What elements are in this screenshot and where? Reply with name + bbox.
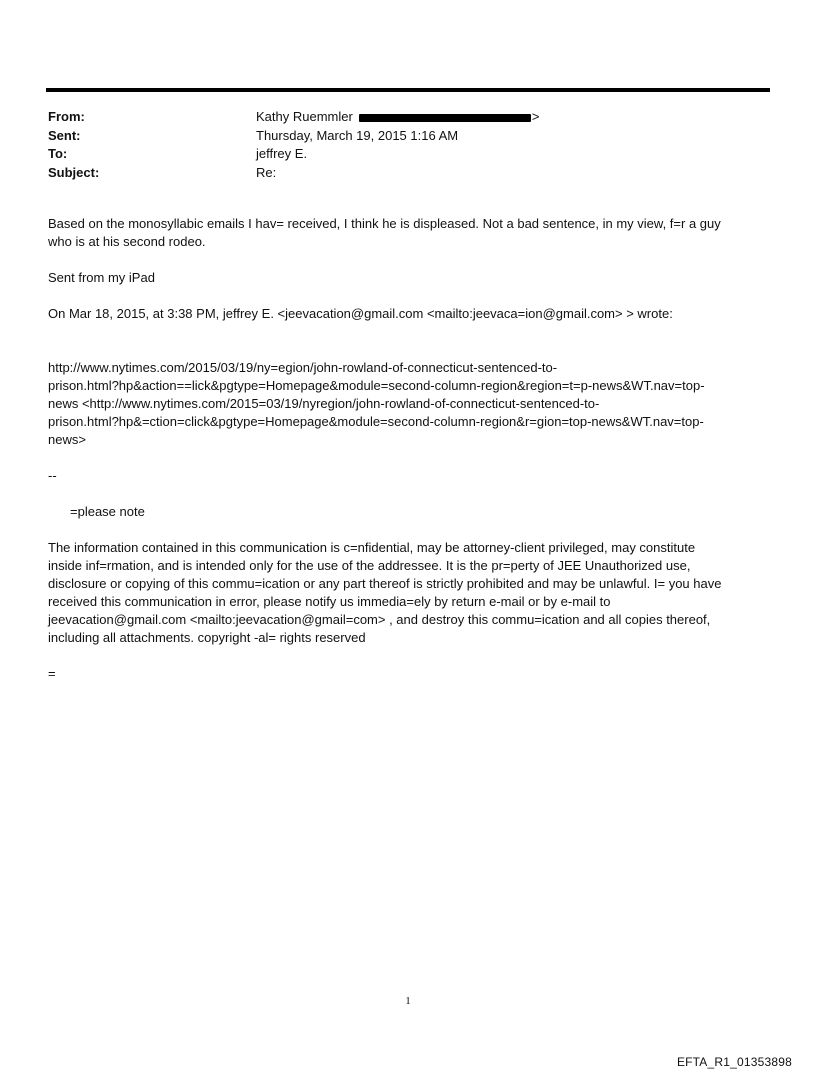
link-line-5[interactable]: news> <box>48 432 86 447</box>
to-label: To: <box>48 146 68 161</box>
subject-row <box>48 164 748 183</box>
signature: Sent from my iPad <box>48 270 155 285</box>
sent-row <box>48 127 748 146</box>
link-line-4[interactable]: prison.html?hp&=ction=click&pgtype=Homepage&module=second-column-region&r=gion=top-news&WT.nav=top- <box>48 414 704 429</box>
disclaimer-line-5: jeevacation@gmail.com <mailto:jeevacation@gmail=com> , and destroy this commu=ication and all copies thereof, <box>48 612 711 627</box>
disclaimer-line-4: received this communication in error, please notify us immedia=ely by return e-mail or by e-mail to <box>48 594 611 609</box>
link-line-2[interactable]: prison.html?hp&action==lick&pgtype=Homepage&module=second-column-region&region=t=p-news&WT.nav=top- <box>48 378 705 393</box>
sent-value: Thursday, March 19, 2015 1:16 AM <box>256 127 459 143</box>
subject-value: Re: <box>256 164 277 180</box>
disclaimer-line-6: including all attachments. copyright -al= rights reserved <box>48 630 366 645</box>
to-value: jeffrey E. <box>256 146 308 161</box>
separator: -- <box>48 468 57 483</box>
from-label: From: <box>48 109 85 124</box>
from-value <box>256 108 748 127</box>
from-row <box>48 108 748 127</box>
email-header <box>48 108 748 182</box>
redaction-bar <box>359 114 531 122</box>
email-body <box>48 215 760 683</box>
document-id: EFTA_R1_01353898 <box>676 1055 792 1069</box>
quote-intro: On Mar 18, 2015, at 3:38 PM, jeffrey E. <jeevacation@gmail.com <mailto:jeevaca=ion@gmail.com> > wrote: <box>48 306 673 321</box>
link-line-3[interactable]: news <http://www.nytimes.com/2015=03/19/nyregion/john-rowland-of-connecticut-sentenced-to- <box>48 396 600 411</box>
subject-label: Subject: <box>48 164 100 180</box>
from-name: Kathy Ruemmler <box>256 109 353 124</box>
from-suffix: > <box>531 109 540 124</box>
to-row <box>48 145 748 164</box>
disclaimer-line-3: disclosure or copying of this commu=ication or any part thereof is strictly prohibited and may be unlawful. I= you have <box>48 576 722 591</box>
disclaimer-line-1: The information contained in this communication is c=nfidential, may be attorney-client privileged, may constitute <box>48 540 696 555</box>
page-number: 1 <box>405 995 411 1007</box>
disclaimer-line-2: inside inf=rmation, and is intended only for the use of the addressee. It is the pr=perty of JEE Unauthorized use, <box>48 558 691 573</box>
link-line-1[interactable]: http://www.nytimes.com/2015/03/19/ny=egion/john-rowland-of-connecticut-sentenced-to- <box>48 360 558 375</box>
sent-label: Sent: <box>48 127 81 143</box>
header-rule <box>46 88 770 92</box>
trailer: = <box>48 666 56 681</box>
please-note: =please note <box>70 504 145 519</box>
body-line-1: Based on the monosyllabic emails I hav= received, I think he is displeased. Not a bad sentence, in my view, f=r a guy <box>48 216 721 231</box>
body-line-2: who is at his second rodeo. <box>48 234 206 249</box>
